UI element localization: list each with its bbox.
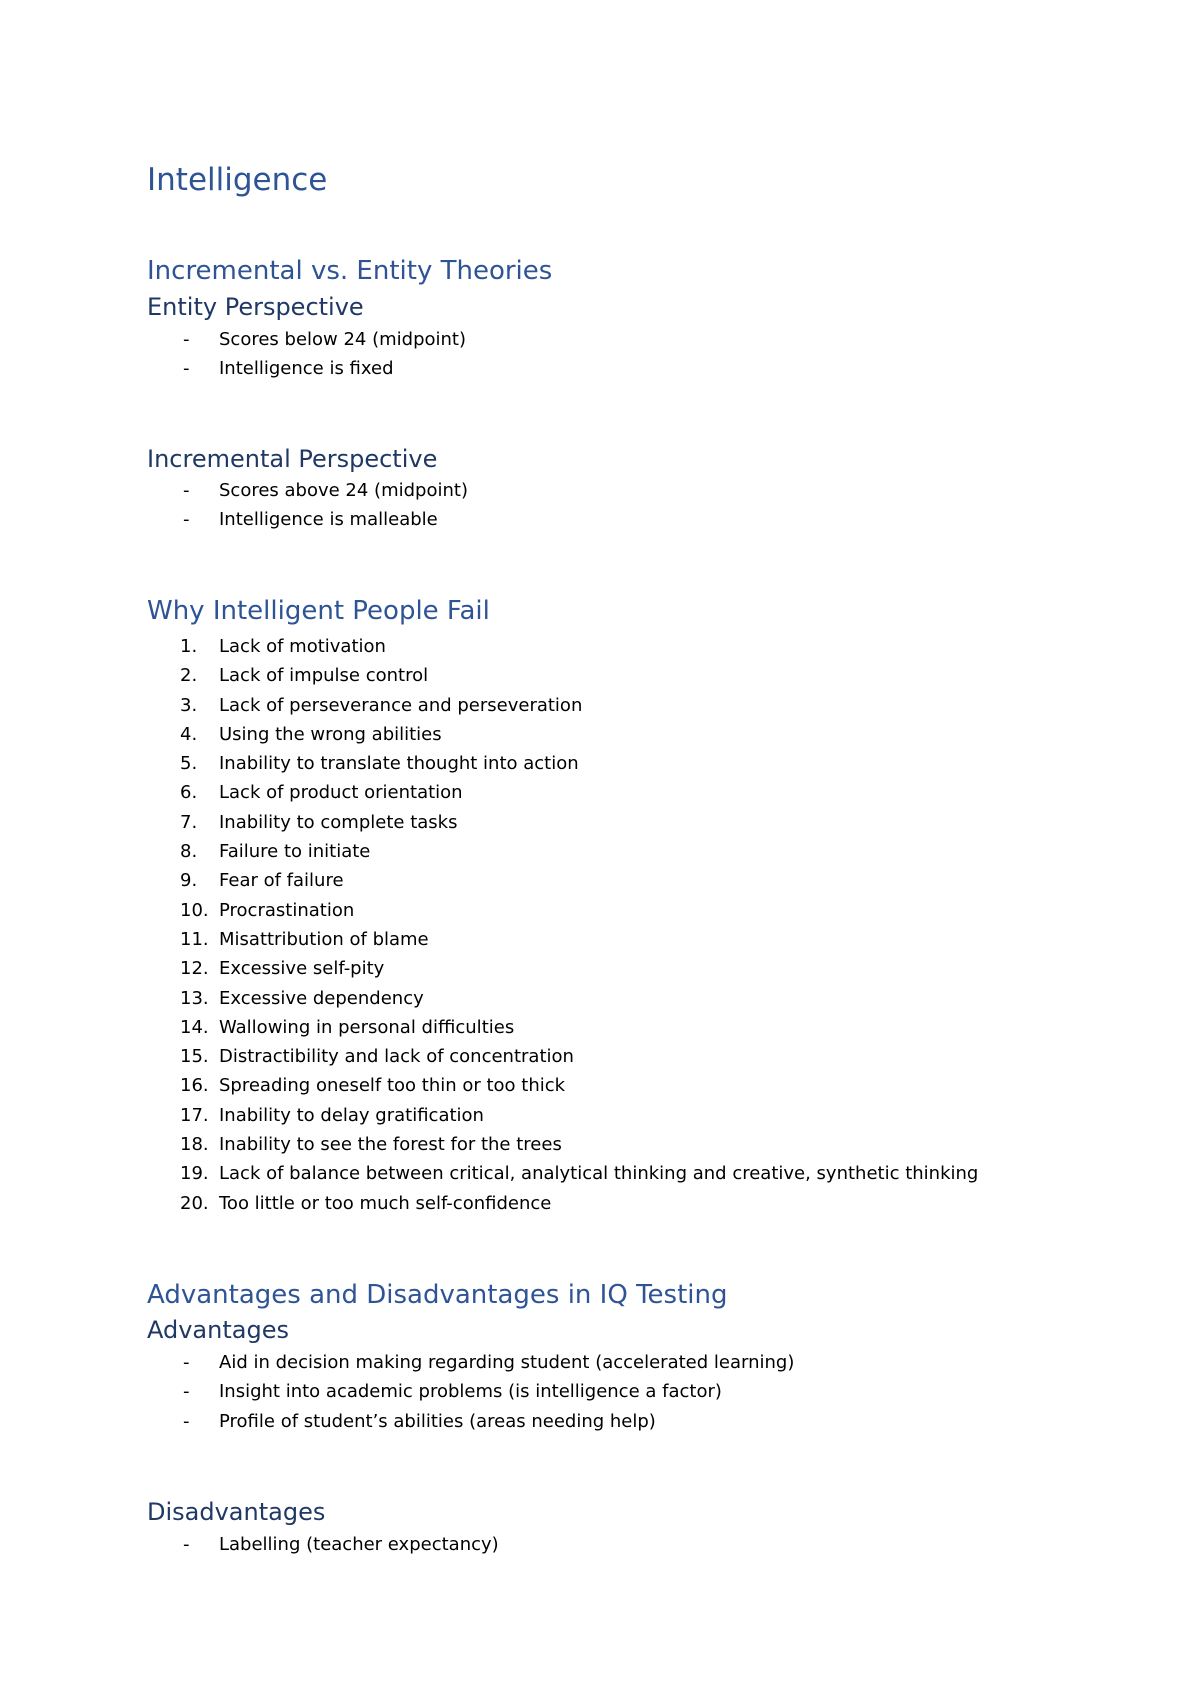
dash-bullet: - [183,1410,190,1432]
list-number: 7. [180,811,198,833]
dash-bullet: - [183,1534,190,1555]
dash-bullet: - [183,1381,190,1403]
list-number: 20. [180,1192,209,1214]
subheading-advantages: Advantages [147,1316,289,1344]
list-number: 18. [180,1134,209,1156]
list-number: 4. [180,723,198,745]
subheading-disadvantages: Disadvantages [147,1498,326,1526]
list-number: 14. [180,1016,209,1038]
list-number: 19. [180,1163,209,1185]
subheading-incremental-perspective: Incremental Perspective [147,445,438,473]
list-number: 8. [180,841,198,863]
document-page: Intelligence Incremental vs. Entity Theories Entity Perspective - Scores below 24 (midpoint) - Intelligence is fixed Incremental Perspective - Scores above 24 (midpoint) - Intelligence is malleable Why Intelligent People Fail 1. Lack of motivation 2. Lack of impulse control 3. Lack of perseverance and perseveration 4. Using the wrong abilities 5. Inability to translate thought into action 6. Lack of product orientation 7. Inability to complete tasks 8. Failure to initiate 9. Fear of failure 10. Procrastination 11. Misattribution of blame 12. Excessive self-pity 13. Excessive dependency 14. Wallowing in personal difficulties 15. Distractibility and lack of concentration 16. Spreading oneself too thin or too thick 17. Inability to delay gratification 18. Inability to see the forest for the trees 19. Lack of balance between critical, analytical thinking and creative, synthetic thinking 20. Too little or too much self-confidence Advantages and Disadvantages in IQ Testing Advantages - Aid in decision making regarding student (accelerated learning) - Insight into academic problems (is intelligence a factor) - Profile of student’s abilities (areas needing help) Disadvantages - Labelling (teacher expectancy) [0,0,1200,1698]
list-number: 5. [180,753,198,775]
dash-bullet: - [183,329,190,350]
list-number: 15. [180,1046,209,1068]
list-number: 2. [180,665,198,687]
list-number: 3. [180,694,198,716]
subheading-entity-perspective: Entity Perspective [147,293,364,321]
list-number: 1. [180,636,198,657]
document-title: Intelligence [147,162,328,198]
list-number: 6. [180,782,198,804]
list-number: 16. [180,1075,209,1097]
list-number: 13. [180,987,209,1009]
list-number: 9. [180,870,198,892]
dash-bullet: - [183,358,190,380]
list-number: 10. [180,899,209,921]
dash-bullet: - [183,1352,190,1373]
list-number: 17. [180,1104,209,1126]
heading-advantages-disadvantages: Advantages and Disadvantages in IQ Testing [147,1280,728,1310]
list-number: 12. [180,958,209,980]
heading-incremental-vs-entity: Incremental vs. Entity Theories [147,256,553,286]
list-number: 11. [180,928,209,950]
heading-why-intelligent-people-fail: Why Intelligent People Fail [147,596,490,626]
dash-bullet: - [183,509,190,531]
dash-bullet: - [183,480,190,501]
